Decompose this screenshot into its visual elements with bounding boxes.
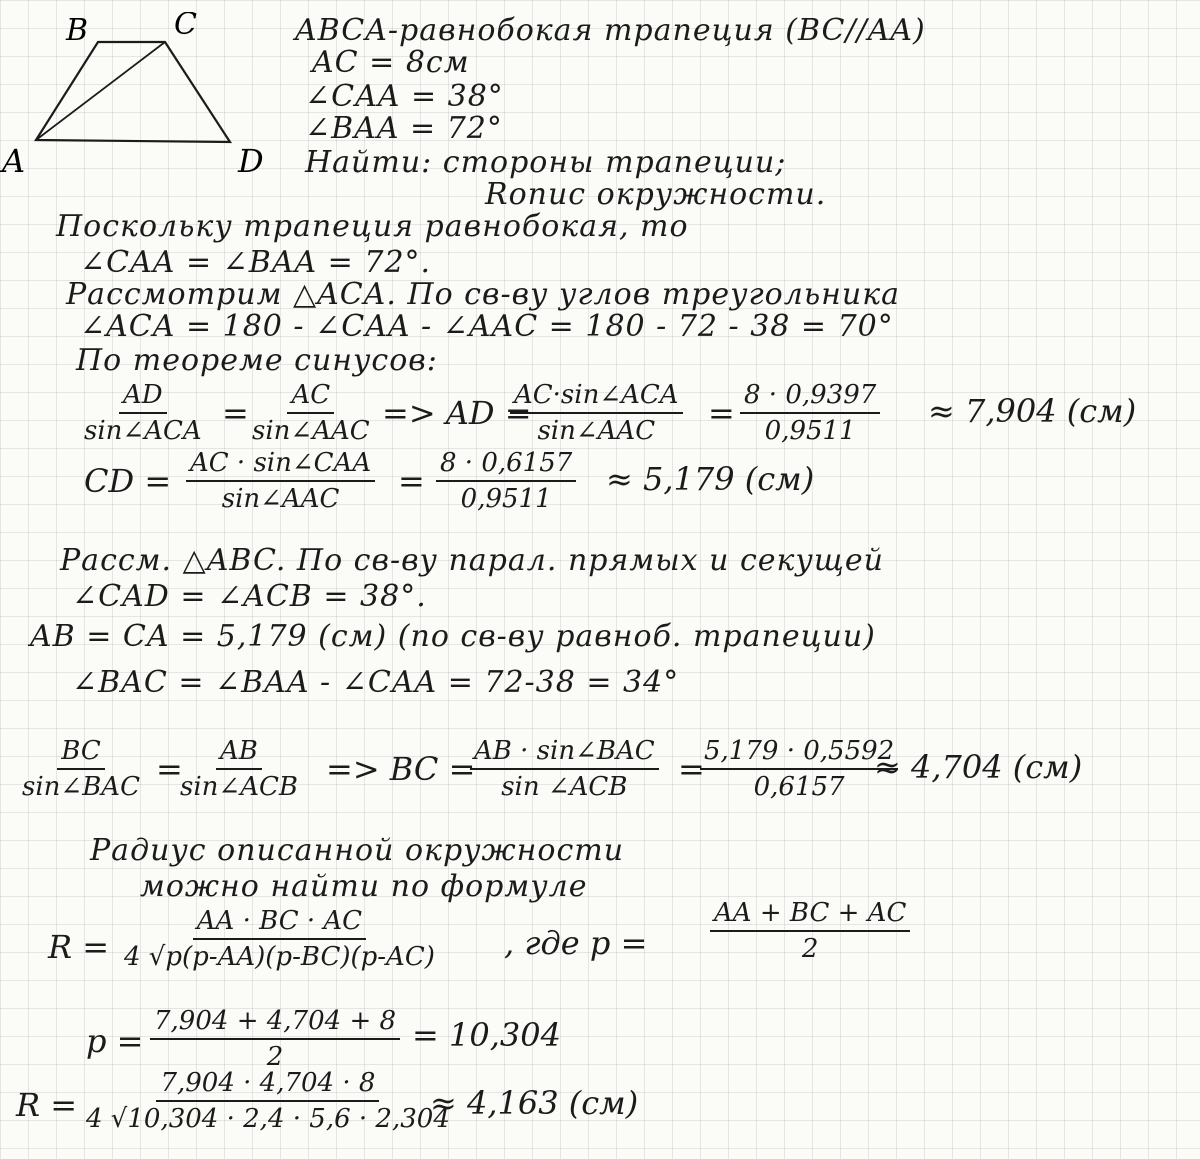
step1-line-1: Поскольку трапеция равнобокая, то — [56, 209, 689, 244]
ad-eq-sign-2: = — [708, 394, 735, 432]
step2-line-1: Рассмотрим △ACA. По св-ву углов треугольника — [66, 277, 901, 312]
vertex-d-label: D — [238, 142, 264, 180]
cd-fraction-2-den: 0,9511 — [460, 484, 552, 514]
step1-line-2: ∠CAA = ∠BAA = 72°. — [80, 245, 432, 280]
bc-fraction-3-den: sin ∠ACB — [501, 772, 628, 802]
bc-fraction-3-num: AB · sin∠BAC — [470, 736, 659, 770]
cd-fraction-1-num: AC · sin∠CAA — [186, 448, 375, 482]
ad-fraction-1 — [80, 380, 206, 446]
ad-fraction-1-den: sin∠ACA — [84, 416, 202, 446]
r-formula-where: , где p = — [504, 924, 648, 962]
bc-implies: => BC = — [326, 750, 476, 788]
ad-fraction-4-num: 8 · 0,9397 — [740, 380, 880, 414]
r-calc-den: 4 √10,304 · 2,4 · 5,6 · 2,304 — [86, 1104, 450, 1134]
step3-line-4: ∠BAC = ∠BAA - ∠CAA = 72-38 = 34° — [72, 665, 680, 700]
bc-eq-sign-1: = — [156, 750, 183, 788]
cd-result: ≈ 5,179 (см) — [606, 460, 815, 498]
step3-line-1: Рассм. △ABC. По св-ву парал. прямых и секущей — [60, 543, 884, 578]
p-formula-num: AA + BC + AC — [710, 898, 910, 932]
p-formula-fraction — [710, 898, 910, 964]
cd-fraction-1 — [186, 448, 375, 514]
trapezoid-figure — [0, 12, 280, 197]
r-calc-fraction — [82, 1068, 454, 1134]
p-calc-result: = 10,304 — [412, 1016, 561, 1054]
r-formula-fraction — [120, 906, 439, 972]
r-formula-num: AA · BC · AC — [193, 906, 366, 940]
bc-fraction-4 — [700, 736, 898, 802]
r-calc-lhs: R = — [16, 1086, 78, 1124]
ad-fraction-3-num: AC·sin∠ACA — [510, 380, 683, 414]
bc-fraction-4-den: 0,6157 — [753, 772, 845, 802]
r-calc-num: 7,904 · 4,704 · 8 — [156, 1068, 379, 1102]
step4-line-1: Радиус описанной окружности — [90, 833, 625, 868]
given-line-6: Rопис окружности. — [485, 177, 827, 212]
cd-lhs: CD = — [84, 462, 172, 500]
ad-fraction-4-den: 0,9511 — [764, 416, 856, 446]
step4-line-2: можно найти по формуле — [140, 869, 588, 904]
p-calc-num: 7,904 + 4,704 + 8 — [150, 1006, 400, 1040]
step2-line-3: По теореме синусов: — [76, 343, 438, 378]
r-calc-result: ≈ 4,163 (см) — [430, 1084, 639, 1122]
ad-result: ≈ 7,904 (см) — [928, 392, 1137, 430]
bc-fraction-2 — [176, 736, 302, 802]
ad-fraction-3-den: sin∠AAC — [537, 416, 656, 446]
ad-implies: => AD = — [382, 394, 532, 432]
cd-fraction-2 — [436, 448, 576, 514]
cd-fraction-2-num: 8 · 0,6157 — [436, 448, 576, 482]
ad-fraction-1-num: AD — [119, 380, 167, 414]
ad-fraction-2-den: sin∠AAC — [252, 416, 370, 446]
bc-fraction-1 — [18, 736, 144, 802]
ad-fraction-4 — [740, 380, 880, 446]
given-line-4: ∠BAA = 72° — [305, 111, 503, 146]
given-line-5: Найти: стороны трапеции; — [305, 145, 787, 180]
p-calc-den: 2 — [266, 1042, 284, 1072]
given-line-1: ABCA-равнобокая трапеция (BC//AA) — [295, 13, 926, 48]
p-formula-den: 2 — [801, 934, 819, 964]
step2-line-2: ∠ACA = 180 - ∠CAA - ∠AAC = 180 - 72 - 38 = 70° — [80, 309, 894, 344]
bc-fraction-2-num: AB — [216, 736, 262, 770]
p-calc-lhs: p = — [86, 1022, 144, 1060]
p-calc-fraction — [150, 1006, 400, 1072]
r-formula-den: 4 √p(p-AA)(p-BC)(p-AC) — [124, 942, 435, 972]
bc-fraction-1-den: sin∠BAC — [22, 772, 140, 802]
cd-fraction-1-den: sin∠AAC — [221, 484, 340, 514]
vertex-a-label: A — [2, 142, 26, 180]
trapezoid-outline — [36, 42, 230, 142]
bc-result: ≈ 4,704 (см) — [874, 748, 1083, 786]
ad-fraction-2-num: AC — [287, 380, 334, 414]
given-line-3: ∠CAA = 38° — [305, 79, 504, 114]
bc-fraction-4-num: 5,179 · 0,5592 — [700, 736, 898, 770]
bc-fraction-1-num: BC — [57, 736, 104, 770]
bc-eq-sign-2: = — [678, 750, 705, 788]
ad-eq-sign-1: = — [222, 394, 249, 432]
step3-line-2: ∠CAD = ∠ACB = 38°. — [72, 579, 427, 614]
r-formula-lhs: R = — [48, 928, 110, 966]
step3-line-3: AB = CA = 5,179 (см) (по св-ву равноб. трапеции) — [30, 619, 876, 654]
ad-fraction-3 — [510, 380, 683, 446]
vertex-b-label: B — [66, 13, 89, 48]
bc-fraction-2-den: sin∠ACB — [180, 772, 298, 802]
diagonal-ac — [36, 42, 165, 140]
vertex-c-label: C — [174, 12, 197, 42]
given-line-2: AC = 8см — [312, 45, 470, 80]
cd-eq-sign: = — [398, 462, 425, 500]
ad-fraction-2 — [248, 380, 374, 446]
bc-fraction-3 — [470, 736, 659, 802]
